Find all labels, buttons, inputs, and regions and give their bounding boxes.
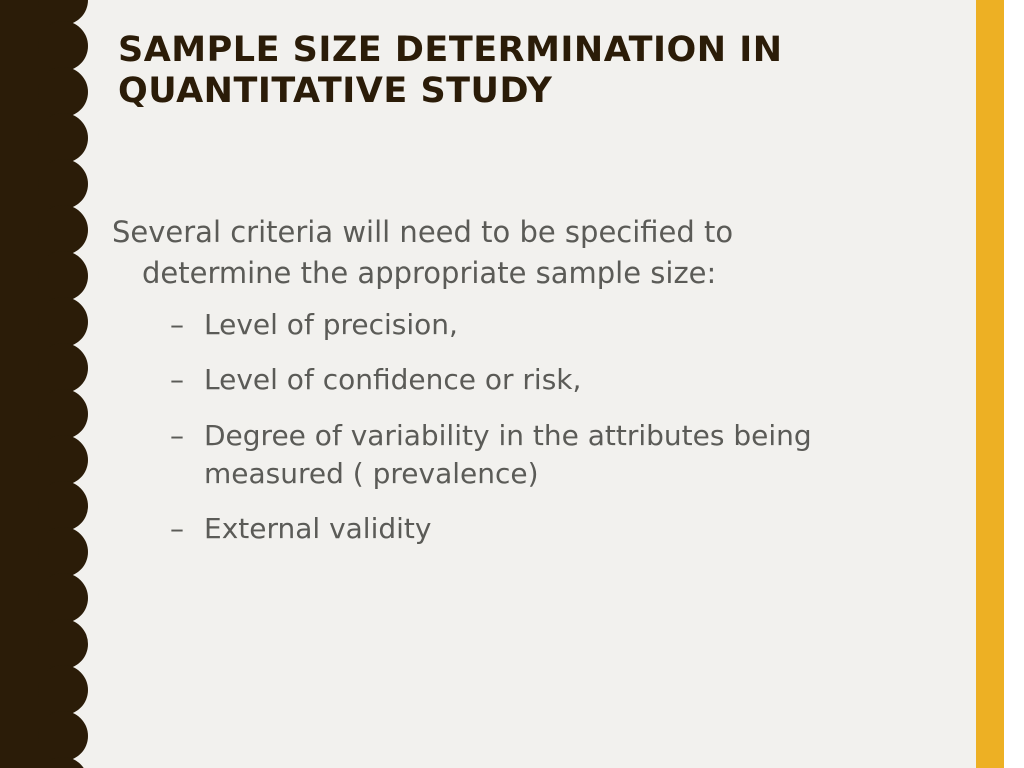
list-item-label: External validity (204, 511, 432, 545)
dash-bullet-icon: – (170, 308, 184, 342)
right-gold-accent-bar (976, 0, 1004, 768)
list-item (170, 417, 912, 493)
list-item (170, 510, 912, 548)
list-item (170, 361, 912, 399)
list-item-label: Level of confidence or risk, (204, 363, 582, 397)
slide-title: SAMPLE SIZE DETERMINATION IN QUANTITATIVE STUDY (118, 30, 783, 112)
lead-line-2: determine the appropriate sample size: (142, 256, 717, 291)
dash-bullet-icon: – (170, 511, 184, 545)
dash-bullet-icon: – (170, 363, 184, 397)
criteria-list (112, 306, 912, 547)
left-scallop-edge (38, 0, 94, 768)
slide-body (112, 212, 912, 565)
list-item-label-continued: measured ( prevalence) (204, 456, 539, 490)
list-item-label: Level of precision, (204, 308, 458, 342)
dash-bullet-icon: – (170, 418, 184, 452)
lead-line-1: Several criteria will need to be specified to (112, 215, 734, 249)
lead-paragraph (112, 212, 912, 294)
list-item (170, 306, 912, 344)
list-item-label: Degree of variability in the attributes being (204, 418, 812, 452)
